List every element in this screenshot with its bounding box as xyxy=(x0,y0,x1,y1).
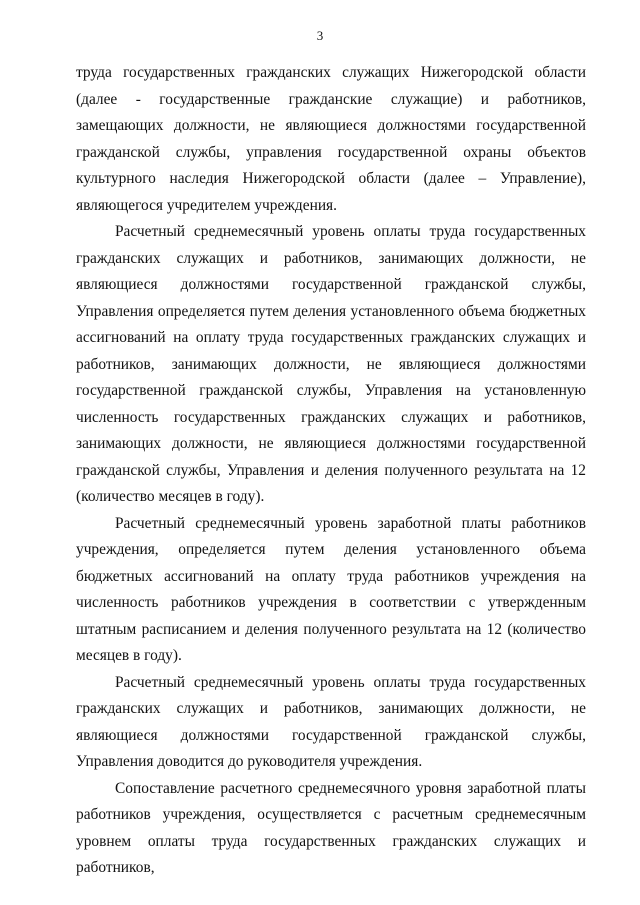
paragraph-comparison: Сопоставление расчетного среднемесячного уровня заработной платы работников учреждения, осуществляется с расчетным среднемесячным уровнем оплаты труда государственных гражданских служащих и работников, xyxy=(76,779,586,876)
paragraph-institution-wage-level: Расчетный среднемесячный уровень заработной платы работников учреждения, определяется путем деления установленного объема бюджетных ассигнований на оплату труда работников учреждения на численность работников учреждения в соответствии с утвержденным штатным расписанием и деления полученного результата на 12 (количество месяцев в году). xyxy=(76,514,586,664)
paragraph-civil-servants-pay-level: Расчетный среднемесячный уровень оплаты труда государственных гражданских служащих и работников, занимающих должности, не являющиеся должностями государственной гражданской службы, Управления определяется путем деления установленного объема бюджетных ассигнований на оплату труда государственных гражданских служащих и работников, занимающих должности, не являющиеся должностями государственной гражданской службы, Управления на установленную численность государственных гражданских служащих и работников, занимающих должности, не являющиеся должностями государственной гражданской службы, Управления и деления полученного результата на 12 (количество месяцев в году). xyxy=(76,223,586,505)
document-body xyxy=(76,60,586,882)
paragraph-communication-to-head: Расчетный среднемесячный уровень оплаты труда государственных гражданских служащих и работников, занимающих должности, не являющиеся должностями государственной гражданской службы, Управления доводится до руководителя учреждения. xyxy=(76,673,586,770)
paragraph-continuation: труда государственных гражданских служащих Нижегородской области (далее - государственные гражданские служащие) и работников, замещающих должности, не являющиеся должностями государственной гражданской службы, управления государственной охраны объектов культурного наследия Нижегородской области (далее – Управление), являющегося учредителем учреждения. xyxy=(76,64,586,214)
page-number: 3 xyxy=(316,28,324,43)
